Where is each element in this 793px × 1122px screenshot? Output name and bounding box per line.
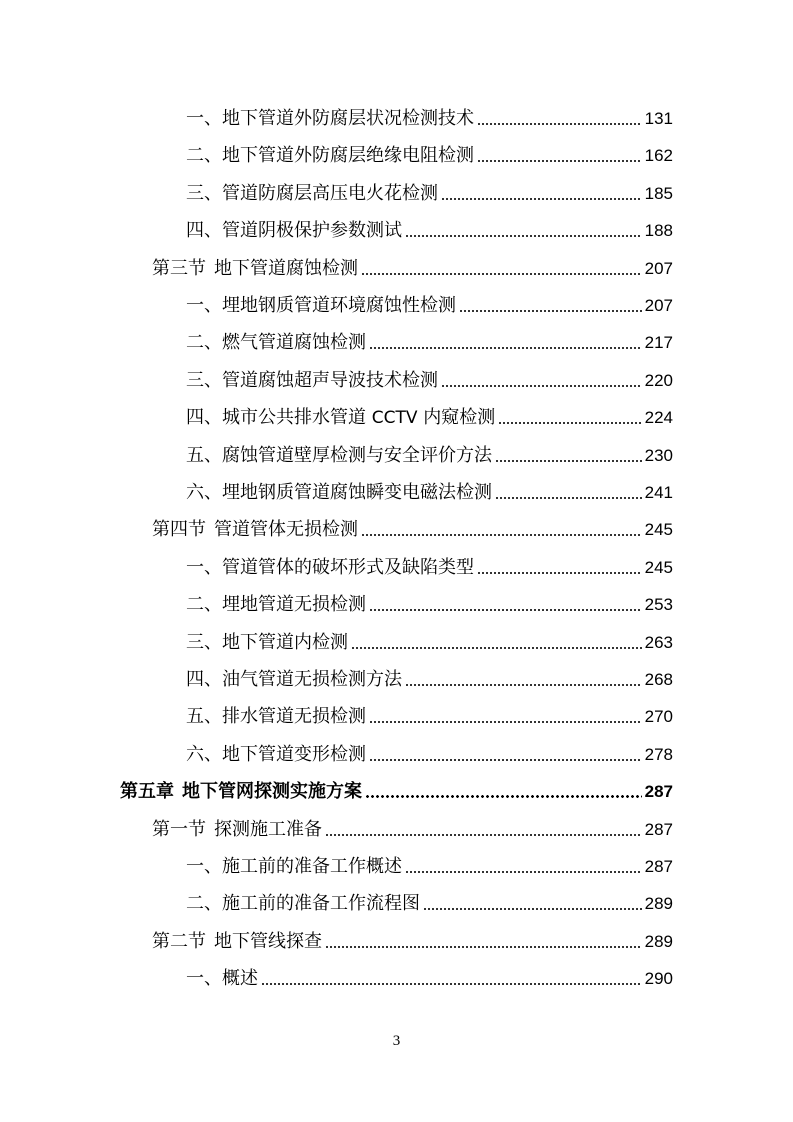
- toc-entry-text: 埋地管道无损检测: [222, 594, 366, 616]
- toc-entry-prefix: 第一节: [152, 818, 206, 840]
- toc-entry[interactable]: [152, 923, 673, 953]
- toc-entry-text: 地下管道外防腐层状况检测技术: [222, 108, 474, 129]
- toc-leader-dots: [361, 273, 642, 275]
- toc-entry-text: 施工前的准备工作流程图: [222, 893, 420, 915]
- toc-entry[interactable]: [186, 736, 673, 766]
- toc-entry-prefix: 二、: [186, 893, 222, 915]
- toc-page-number: 287: [644, 819, 673, 839]
- toc-leader-dots: [498, 422, 641, 424]
- toc-page-number: 278: [644, 744, 673, 764]
- toc-entry-title: [186, 482, 492, 504]
- toc-entry-text: 管道阴极保护参数测试: [222, 220, 402, 242]
- toc-entry-text: 管道腐蚀超声导波技术检测: [222, 369, 438, 391]
- toc-entry-text: 概述: [222, 968, 258, 990]
- toc-entry[interactable]: [186, 324, 673, 354]
- toc-entry-text: 管道防腐层高压电火花检测: [222, 182, 438, 204]
- toc-entry-text: 地下管网探测实施方案: [182, 781, 362, 803]
- toc-entry[interactable]: [186, 960, 673, 990]
- toc-entry-title: [186, 669, 402, 691]
- toc-entry[interactable]: [186, 474, 673, 504]
- toc-leader-dots: [405, 235, 642, 237]
- toc-page-number: 270: [644, 707, 673, 727]
- toc-entry[interactable]: [186, 100, 673, 130]
- toc-page-number: 263: [644, 632, 673, 652]
- toc-entry-title: [152, 819, 322, 841]
- toc-page-number: 287: [644, 782, 673, 802]
- toc-entry-text: 腐蚀管道壁厚检测与安全评价方法: [222, 444, 492, 466]
- toc-entry-text: 油气管道无损检测方法: [222, 669, 402, 690]
- toc-page-number: 290: [644, 969, 673, 989]
- toc-entry[interactable]: [186, 362, 673, 392]
- toc-leader-dots: [477, 160, 642, 162]
- toc-entry-prefix: 五、: [186, 444, 222, 466]
- toc-leader-dots: [423, 908, 642, 910]
- toc-leader-dots: [477, 572, 642, 574]
- toc-entry-text: 管道管体的破坏形式及缺陷类型: [222, 556, 474, 578]
- toc-entry-text: 管道管体无损检测: [214, 519, 358, 541]
- toc-entry-text: 探测施工准备: [214, 818, 322, 840]
- toc-leader-dots: [405, 871, 642, 873]
- toc-entry-text: 地下管道外防腐层绝缘电阻检测: [222, 145, 474, 167]
- toc-entry[interactable]: [152, 811, 673, 841]
- toc-entry[interactable]: [186, 287, 673, 317]
- toc-entry-text: 埋地钢质管道腐蚀瞬变电磁法检测: [222, 482, 492, 503]
- toc-entry-prefix: 第五章: [120, 781, 174, 803]
- toc-page-number: 241: [644, 483, 673, 502]
- toc-leader-dots: [365, 795, 642, 798]
- toc-entry-text: 燃气管道腐蚀检测: [222, 332, 366, 354]
- toc-entry[interactable]: [186, 586, 673, 616]
- toc-entry-title: [186, 370, 438, 392]
- toc-page-number: 131: [644, 109, 673, 128]
- toc-entry-text: 地下管道内检测: [222, 631, 348, 653]
- toc-page-number: 253: [644, 595, 673, 615]
- toc-page-number: 287: [644, 857, 673, 876]
- toc-entry-text: 城市公共排水管道 CCTV 内窥检测: [222, 407, 496, 429]
- toc-entry[interactable]: [152, 250, 673, 280]
- toc-entry-prefix: 四、: [186, 407, 222, 429]
- toc-leader-dots: [405, 684, 642, 686]
- toc-entry-text: 地下管线探查: [214, 930, 322, 952]
- toc-entry-title: [186, 145, 474, 167]
- toc-entry-title: [186, 183, 438, 205]
- toc-entry-prefix: 第三节: [152, 257, 206, 279]
- toc-entry[interactable]: [186, 848, 673, 878]
- toc-entry-title: [152, 931, 322, 953]
- toc-leader-dots: [495, 497, 642, 499]
- toc-page-number: 268: [644, 670, 673, 689]
- toc-entry-prefix: 六、: [186, 482, 222, 503]
- toc-leader-dots: [369, 347, 642, 349]
- page-number: 3: [392, 1033, 401, 1049]
- toc-page-number: 289: [644, 931, 673, 951]
- toc-entry[interactable]: [186, 137, 673, 167]
- toc-leader-dots: [325, 946, 642, 948]
- toc-entry-title: [152, 519, 358, 541]
- toc-entry-title: [186, 557, 474, 579]
- toc-entry[interactable]: [152, 511, 673, 541]
- toc-entry-title: [186, 744, 366, 766]
- toc-leader-dots: [369, 721, 642, 723]
- toc-page-number: 207: [644, 296, 673, 315]
- toc-entry-prefix: 一、: [186, 968, 222, 990]
- toc-entry-prefix: 二、: [186, 332, 222, 354]
- toc-entry[interactable]: [186, 437, 673, 467]
- toc-entry[interactable]: [186, 698, 673, 728]
- toc-page-number: 245: [644, 520, 673, 540]
- toc-entry-prefix: 三、: [186, 369, 222, 391]
- toc-page-number: 245: [644, 557, 673, 577]
- toc-entry-prefix: 四、: [186, 220, 222, 242]
- toc-entry[interactable]: [186, 399, 673, 429]
- toc-leader-dots: [477, 123, 642, 125]
- toc-entry[interactable]: [120, 773, 673, 803]
- toc-entry-title: [186, 108, 474, 130]
- toc-entry-text: 地下管道变形检测: [222, 743, 366, 765]
- toc-page-number: 289: [644, 894, 673, 914]
- toc-entry-title: [186, 332, 366, 354]
- toc-entry-prefix: 一、: [186, 556, 222, 578]
- toc-entry-title: [186, 706, 366, 728]
- toc-page-number: 217: [644, 333, 673, 353]
- toc-entry[interactable]: [186, 212, 673, 242]
- toc-leader-dots: [441, 198, 642, 200]
- toc-entry-title: [186, 968, 258, 990]
- toc-leader-dots: [325, 834, 642, 836]
- toc-entry[interactable]: [186, 661, 673, 691]
- toc-page-number: 220: [644, 370, 673, 390]
- toc-leader-dots: [441, 385, 642, 387]
- toc-entry-title: [186, 445, 492, 467]
- toc-entry-prefix: 二、: [186, 145, 222, 167]
- toc-entry-text: 地下管道腐蚀检测: [214, 257, 358, 279]
- toc-entry[interactable]: [186, 549, 673, 579]
- toc-entry-title: [186, 407, 495, 429]
- toc-entry[interactable]: [186, 175, 673, 205]
- toc-page-number: 224: [644, 408, 673, 428]
- toc-entry-prefix: 一、: [186, 856, 222, 877]
- toc-entry-prefix: 第二节: [152, 930, 206, 952]
- toc-entry-text: 埋地钢质管道环境腐蚀性检测: [222, 295, 456, 316]
- toc-leader-dots: [369, 759, 642, 761]
- toc-entry-title: [186, 295, 456, 317]
- toc-entry-prefix: 一、: [186, 108, 222, 129]
- toc-entry-title: [186, 632, 348, 654]
- toc-entry-text: 排水管道无损检测: [222, 706, 366, 728]
- toc-leader-dots: [369, 609, 642, 611]
- toc-entry-title: [186, 893, 420, 915]
- toc-page-number: 188: [644, 221, 673, 241]
- toc-page-number: 230: [644, 445, 673, 465]
- toc-entry-title: [186, 594, 366, 616]
- toc-entry-text: 施工前的准备工作概述: [222, 856, 402, 877]
- toc-entry-prefix: 五、: [186, 706, 222, 728]
- toc-entry-prefix: 一、: [186, 295, 222, 316]
- toc-entry-prefix: 第四节: [152, 519, 206, 541]
- toc-entry-title: [152, 258, 358, 280]
- toc-entry-prefix: 六、: [186, 743, 222, 765]
- toc-entry-title: [186, 220, 402, 242]
- toc-entry-prefix: 三、: [186, 182, 222, 204]
- toc-entry[interactable]: [186, 624, 673, 654]
- toc-entry-prefix: 三、: [186, 631, 222, 653]
- toc-leader-dots: [351, 647, 642, 649]
- toc-page-number: 207: [644, 258, 673, 278]
- toc-leader-dots: [495, 460, 642, 462]
- toc-page-number: 185: [644, 183, 673, 203]
- toc-leader-dots: [459, 310, 642, 312]
- toc-entry-prefix: 二、: [186, 594, 222, 616]
- toc-entry[interactable]: [186, 885, 673, 915]
- toc-page-number: 162: [644, 146, 673, 166]
- toc-entry-prefix: 四、: [186, 669, 222, 690]
- toc-leader-dots: [261, 983, 642, 985]
- toc-entry-title: [120, 781, 362, 803]
- toc-entry-title: [186, 856, 402, 878]
- toc-leader-dots: [361, 534, 642, 536]
